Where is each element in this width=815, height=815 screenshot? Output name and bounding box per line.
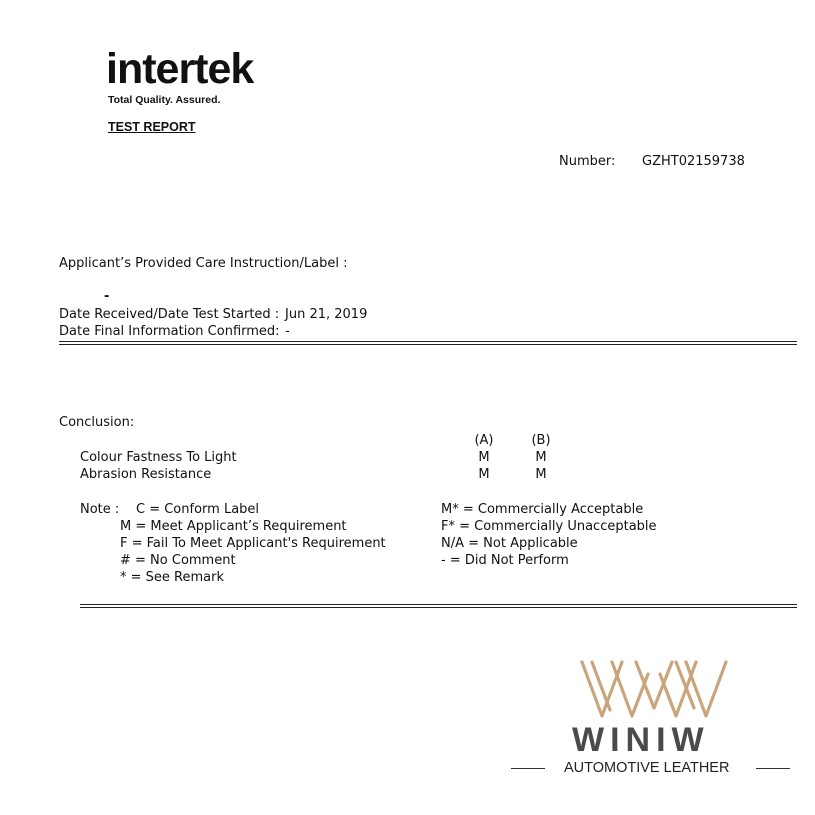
divider-top-1 — [59, 341, 797, 342]
intertek-logo: intertek — [106, 45, 254, 93]
subtitle-dash-left — [511, 768, 545, 769]
logo-tagline: Total Quality. Assured. — [108, 94, 221, 106]
care-instruction-value: - — [104, 289, 110, 304]
note-left-item: M = Meet Applicant’s Requirement — [120, 519, 347, 534]
test-row-result-a: M — [478, 450, 490, 465]
winiw-brand: WINIW — [572, 721, 710, 759]
conclusion-heading: Conclusion: — [59, 415, 135, 430]
column-b-header: (B) — [531, 433, 551, 448]
test-row-label: Abrasion Resistance — [80, 467, 212, 482]
winiw-subtitle: AUTOMOTIVE LEATHER — [564, 760, 730, 776]
divider-top-2 — [59, 344, 797, 345]
note-right-item: - = Did Not Perform — [441, 553, 569, 568]
test-row-label: Colour Fastness To Light — [80, 450, 237, 465]
report-title: TEST REPORT — [108, 120, 196, 134]
test-row-result-b: M — [535, 450, 547, 465]
test-row-result-a: M — [478, 467, 490, 482]
column-a-header: (A) — [474, 433, 494, 448]
note-right-item: F* = Commercially Unacceptable — [441, 519, 657, 534]
divider-bottom-2 — [80, 607, 797, 608]
test-row-result-b: M — [535, 467, 547, 482]
subtitle-dash-right — [756, 768, 790, 769]
date-received-value: Jun 21, 2019 — [285, 307, 368, 322]
date-final-label: Date Final Information Confirmed: — [59, 324, 280, 339]
number-value: GZHT02159738 — [642, 154, 745, 169]
date-final-value: - — [285, 324, 290, 339]
note-left-item: C = Conform Label — [136, 502, 260, 517]
note-left-item: * = See Remark — [120, 570, 224, 585]
number-label: Number: — [559, 154, 616, 169]
note-right-item: N/A = Not Applicable — [441, 536, 578, 551]
divider-bottom-1 — [80, 604, 797, 605]
note-left-item: F = Fail To Meet Applicant's Requirement — [120, 536, 386, 551]
care-instruction-label: Applicant’s Provided Care Instruction/Label : — [59, 256, 348, 271]
note-left-item: # = No Comment — [120, 553, 236, 568]
winiw-emblem-icon — [578, 660, 730, 718]
note-right-item: M* = Commercially Acceptable — [441, 502, 644, 517]
note-prefix: Note : — [80, 502, 120, 517]
date-received-label: Date Received/Date Test Started : — [59, 307, 280, 322]
